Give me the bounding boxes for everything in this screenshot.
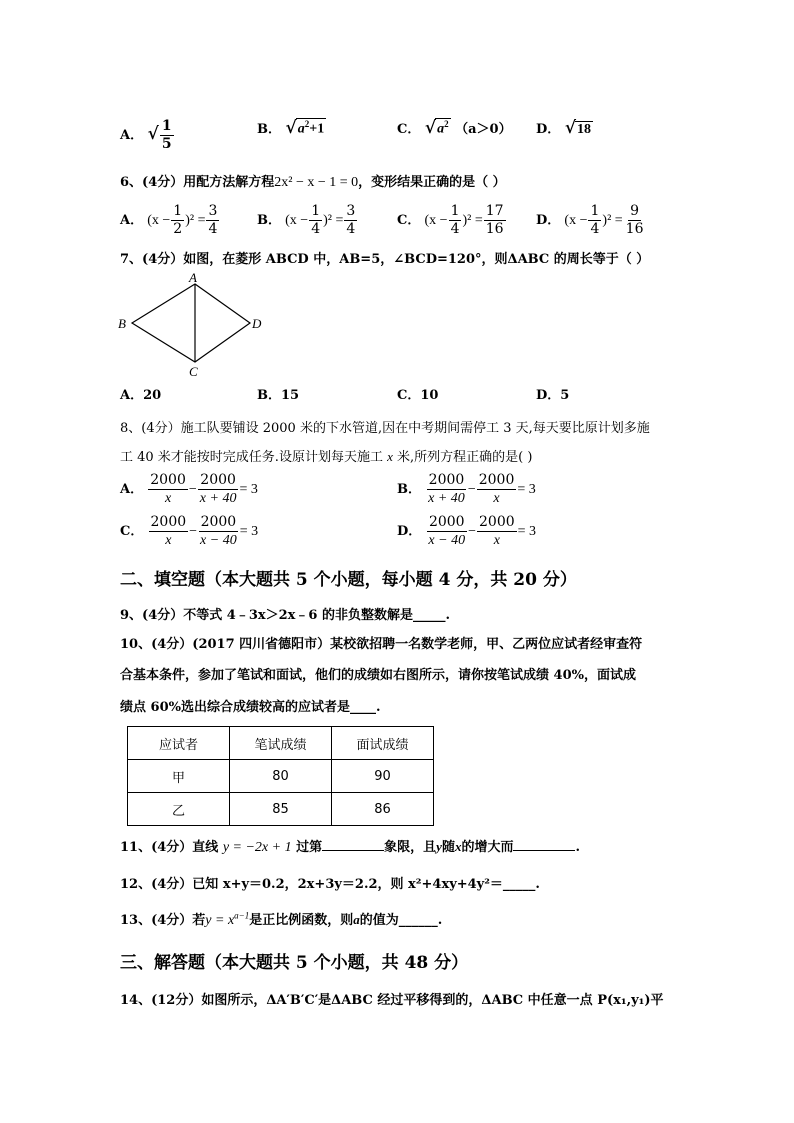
table-header-cell: 应试者 xyxy=(128,727,230,760)
q10-line3: 绩点 60%选出综合成绩较高的应试者是____. xyxy=(120,700,381,715)
table-cell: 85 xyxy=(230,793,332,826)
section-2-title: 二、填空题（本大题共 5 个小题，每小题 4 分，共 20 分） xyxy=(120,570,577,590)
q5-option-a: A． √ $\frac{1}{5}$ xyxy=(120,118,172,152)
table-row xyxy=(128,760,434,793)
q6-option-c: C． (x − $\frac{1}{4}$ )² = $\frac{17}{16}$ xyxy=(397,203,504,237)
q8-option-d: D． $\frac{2000}{x - 40}$ − $\frac{2000}{x}$ = 3 xyxy=(397,514,537,548)
table-cell: 乙 xyxy=(128,793,230,826)
q7-option-c: C．10 xyxy=(397,388,439,403)
q8-option-b: B． $\frac{2000}{x + 40}$ − $\frac{2000}{x}$ = 3 xyxy=(397,472,536,506)
label-a: A xyxy=(189,270,197,285)
q8-option-c: C． $\frac{2000}{x}$ − $\frac{2000}{x - 40}$ = 3 xyxy=(120,514,259,548)
table-row xyxy=(128,793,434,826)
table-cell: 甲 xyxy=(128,760,230,793)
q10-line1: 10、(4分）(2017 四川省德阳市）某校欲招聘一名数学老师，甲、乙两位应试者经审查符 xyxy=(120,637,643,652)
q6-stem: 6、(4分）用配方法解方程2x² − x − 1 = 0，变形结果正确的是（ ） xyxy=(120,175,506,190)
rhombus-outline xyxy=(132,284,250,362)
q8-line1: 8、(4分）施工队要铺设 2000 米的下水管道,因在中考期间需停工 3 天,每天要比原计划多施 xyxy=(120,421,650,436)
q7-stem: 7、(4分）如图，在菱形 ABCD 中，AB=5，∠BCD=120°，则ΔABC 的周长等于（ ） xyxy=(120,252,650,267)
table-header-cell: 笔试成绩 xyxy=(230,727,332,760)
q5-option-c: C． $√a^2$ （a＞0） xyxy=(397,118,512,138)
table-cell: 90 xyxy=(332,760,434,793)
q8-option-a: A． $\frac{2000}{x}$ − $\frac{2000}{x + 40}$ = 3 xyxy=(120,472,258,506)
q8-line2: 工 40 米才能按时完成任务.设原计划每天施工 x 米,所列方程正确的是( ) xyxy=(120,449,533,465)
label-c: C xyxy=(189,364,198,379)
label-b: B xyxy=(118,316,126,331)
q9: 9、(4分）不等式 4﹣3x＞2x﹣6 的非负整数解是_____. xyxy=(120,608,451,623)
q6-option-d: D． (x − $\frac{1}{4}$ )² = $\frac{9}{16}$ xyxy=(536,203,644,237)
q6-option-a: A． (x − $\frac{1}{2}$ )² = $\frac{3}{4}$ xyxy=(120,203,218,237)
q7-option-a: A．20 xyxy=(120,388,162,403)
answer-blank[interactable] xyxy=(513,850,575,851)
label-d: D xyxy=(252,316,262,331)
rhombus-figure xyxy=(112,270,272,380)
q5-option-d: D． √18 xyxy=(536,118,591,138)
q10-line2: 合基本条件，参加了笔试和面试，他们的成绩如右图所示，请你按笔试成绩 40%，面试成 xyxy=(120,668,636,683)
answer-blank[interactable] xyxy=(322,850,384,851)
table-cell: 86 xyxy=(332,793,434,826)
q5-option-b: B． $√a^2+1$ xyxy=(257,118,325,138)
q7-option-d: D．5 xyxy=(536,388,570,403)
q13: 13、(4分）若$y = x^{a-1}$是正比例函数，则a的值为______. xyxy=(120,910,443,928)
table-cell: 80 xyxy=(230,760,332,793)
score-table xyxy=(127,726,434,826)
section-3-title: 三、解答题（本大题共 5 个小题，共 48 分） xyxy=(120,953,469,973)
q14: 14、(12分）如图所示，ΔA′B′C′是ΔABC 经过平移得到的，ΔABC 中任意一点 P(x₁,y₁)平 xyxy=(120,993,664,1008)
table-header-row xyxy=(128,727,434,760)
q12: 12、(4分）已知 x+y＝0.2，2x+3y＝2.2，则 x²+4xy+4y²＝_____. xyxy=(120,877,540,892)
q7-option-b: B．15 xyxy=(257,388,300,403)
q6-option-b: B． (x − $\frac{1}{4}$ )² = $\frac{3}{4}$ xyxy=(257,203,356,237)
table-header-cell: 面试成绩 xyxy=(332,727,434,760)
q11: 11、(4分）直线 y = −2x + 1 过第 象限，且y随x的增大而 . xyxy=(120,839,581,855)
